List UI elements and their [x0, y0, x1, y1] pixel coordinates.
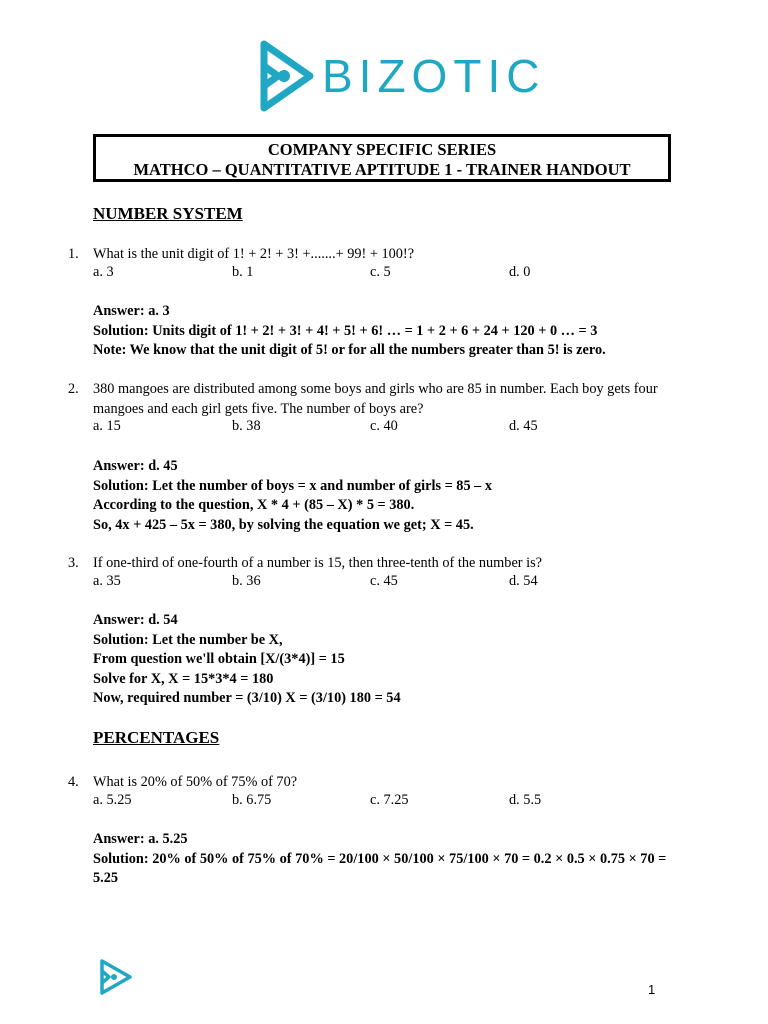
option-d: d. 54 — [509, 573, 538, 589]
question-1-options — [93, 264, 653, 284]
solution-line: Now, required number = (3/10) X = (3/10) 180 = 54 — [93, 690, 401, 706]
question-number: 1. — [68, 246, 79, 262]
option-a: a. 35 — [93, 573, 121, 589]
option-a: a. 3 — [93, 264, 114, 280]
option-d: d. 5.5 — [509, 792, 542, 808]
answer-line: Answer: a. 3 — [93, 303, 170, 319]
section-heading-percentages: PERCENTAGES — [93, 728, 220, 747]
solution-line: Solution: Let the number be X, — [93, 631, 283, 648]
option-d: d. 45 — [509, 418, 538, 434]
solution-line: So, 4x + 425 – 5x = 380, by solving the equation we get; X = 45. — [93, 516, 474, 533]
question-3-options — [93, 573, 653, 593]
option-a: a. 5.25 — [93, 792, 132, 808]
document-title-box — [93, 134, 671, 182]
solution-line: From question we'll obtain [X/(3*4)] = 15 — [93, 651, 345, 667]
question-number: 4. — [68, 774, 79, 790]
question-2-options — [93, 418, 653, 438]
option-a: a. 15 — [93, 418, 121, 434]
answer-block-2 — [93, 457, 683, 535]
bizotic-footer-icon — [96, 957, 136, 997]
option-d: d. 0 — [509, 264, 531, 280]
solution-line: Solution: Let the number of boys = x and number of girls = 85 – x — [93, 477, 493, 494]
question-text: If one-third of one-fourth of a number is 15, then three-tenth of the number is? — [93, 555, 543, 571]
answer-line: Answer: d. 45 — [93, 458, 178, 474]
answer-block-3 — [93, 611, 683, 709]
answer-line: Answer: a. 5.25 — [93, 831, 188, 847]
answer-block-1 — [93, 302, 683, 361]
answer-block-4 — [93, 830, 683, 889]
solution-line: According to the question, X * 4 + (85 – X) * 5 = 380. — [93, 497, 415, 513]
option-b: b. 6.75 — [232, 792, 272, 808]
question-text: 380 mangoes are distributed among some boys and girls who are 85 in number. Each boy gets four mangoes and each girl gets five. The number of boys are? — [93, 381, 658, 417]
option-b: b. 1 — [232, 264, 254, 280]
option-c: c. 7.25 — [370, 792, 409, 808]
solution-line: Solve for X, X = 15*3*4 = 180 — [93, 670, 274, 687]
question-number: 2. — [68, 381, 79, 397]
question-number: 3. — [68, 555, 79, 571]
title-line-2: MATHCO – QUANTITATIVE APTITUDE 1 - TRAINER HANDOUT — [133, 160, 631, 179]
question-text: What is 20% of 50% of 75% of 70? — [93, 774, 298, 790]
option-b: b. 38 — [232, 418, 261, 434]
page-number: 1 — [648, 982, 656, 997]
option-c: c. 40 — [370, 418, 398, 434]
note-line: Note: We know that the unit digit of 5! or for all the numbers greater than 5! is zero. — [93, 342, 606, 358]
brand-name: BIZOTIC — [322, 50, 546, 102]
answer-line: Answer: d. 54 — [93, 612, 178, 628]
question-4-options — [93, 792, 653, 812]
solution-line: Solution: 20% of 50% of 75% of 70% = 20/100 × 50/100 × 75/100 × 70 = 0.2 × 0.5 × 0.75 × 70 = 5.25 — [93, 850, 667, 886]
section-heading-number-system: NUMBER SYSTEM — [93, 204, 243, 223]
solution-line: Solution: Units digit of 1! + 2! + 3! + 4! + 5! + 6! … = 1 + 2 + 6 + 24 + 120 + 0 … = 3 — [93, 322, 598, 339]
question-text: What is the unit digit of 1! + 2! + 3! +.......+ 99! + 100!? — [93, 246, 415, 262]
title-line-1: COMPANY SPECIFIC SERIES — [267, 140, 497, 159]
option-c: c. 5 — [370, 264, 391, 280]
option-b: b. 36 — [232, 573, 261, 589]
option-c: c. 45 — [370, 573, 398, 589]
